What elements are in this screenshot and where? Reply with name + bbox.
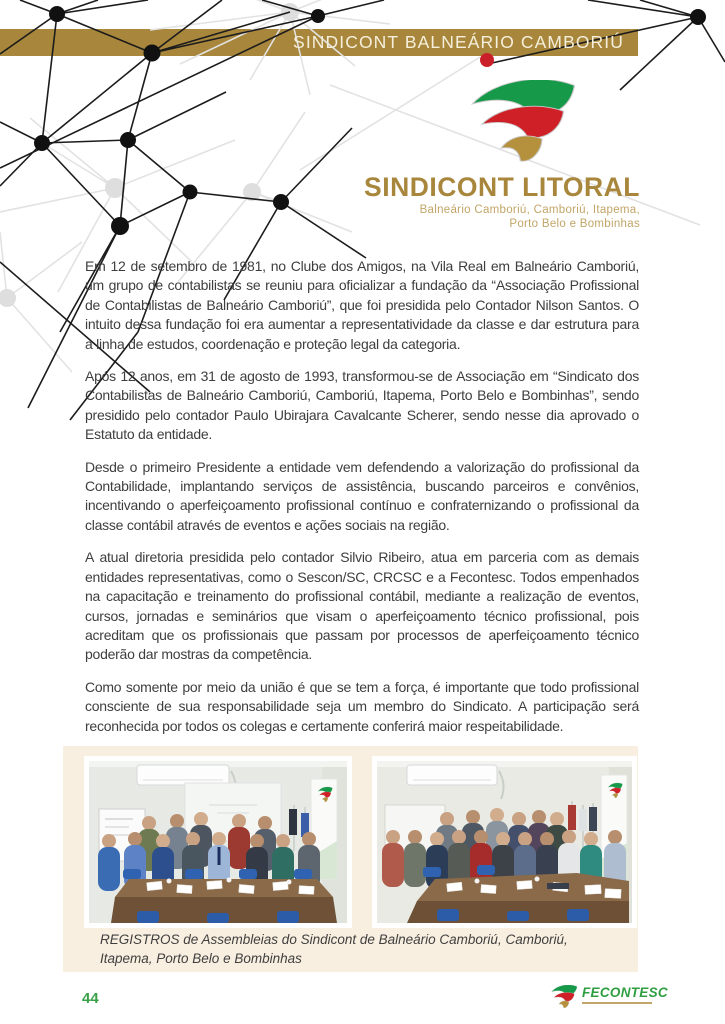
paragraph-2: Após 12 anos, em 31 de agosto de 1993, transformou-se de Associação em “Sindicato dos Contabilistas de Balneário Camboriú, Camboriú, Itapema, Porto Belo e Bombinhas”, sendo presidido pelo contador Paulo Ubirajara Cavalcante Scherer, sendo nesse dia aprovado o Estatuto da entidade. [85, 368, 639, 443]
assembly-photo-left-image [89, 761, 347, 923]
assembly-photo-right [372, 756, 637, 928]
logo-subtitle-line2: Porto Belo e Bombinhas [509, 218, 640, 230]
paragraph-3: Desde o primeiro Presidente a entidade vem defendendo a valorização do profissional da Contabilidade, implantando serviços de assistência, buscando parceiros e convênios, incentivando o aperfeiçoamento profissional contínuo e confraternizando o profissional da classe contábil através de eventos e ações sociais na região. [85, 458, 639, 533]
fecontesc-logo [548, 985, 668, 1011]
paragraph-1: Em 12 de setembro de 1981, no Clube dos Amigos, na Vila Real em Balneário Camboriú, um grupo de contabilistas se reuniu para oficializar a fundação da “Associação Profissional de Contabilistas de Balneário Camboriú”, que foi presidida pelo Contador Nilson Santos. O intuito dessa fundação foi era aumentar a representatividade da classe e dar estrutura para a linha de estudos, coordenação e proteção legal da categoria. [85, 258, 639, 352]
logo-title: SINDICONT LITORAL [364, 172, 640, 202]
assembly-photo-left [84, 756, 352, 928]
logo-subtitle-line1: Balneário Camboriú, Camboriú, Itapema, [419, 204, 640, 216]
page-number: 44 [82, 990, 99, 1007]
fecontesc-tagline-rule [582, 1002, 652, 1004]
assembly-photo-right-image [377, 761, 632, 923]
header-bar [0, 29, 638, 56]
fecontesc-swoosh-icon [548, 985, 578, 1011]
page-header-title: SINDICONT BALNEÁRIO CAMBORIÚ [293, 32, 624, 52]
paragraph-4: A atual diretoria presidida pelo contador Silvio Ribeiro, atua em parceria com as demais entidades representativas, como o Sescon/SC, CRCSC e a Fecontesc. Todos empenhados na capacitação e treinamento do profissional contábil, mediante a realização de eventos, cursos, jornadas e seminários que visam o aperfeiçoamento técnico profissional, pois acreditam que os profissionais que passam por processos de aperfeiçoamento técnico poderão dar mostras da competência. [85, 549, 639, 663]
gallery-caption: REGISTROS de Assembleias do Sindicont de Balneário Camboriú, Camboriú, Itapema, Porto Belo e Bombinhas [100, 932, 568, 967]
paragraph-5: Como somente por meio da união é que se tem a força, é importante que todo profissional consciente de sua responsabilidade seja um membro do Sindicato. A participação será reconhecida por todos os colegas e certamente conferirá maior respeitabilidade. [85, 678, 639, 734]
sindicont-swoosh-icon [458, 80, 578, 172]
photo-gallery-panel [63, 746, 638, 972]
article-body [85, 257, 639, 749]
fecontesc-wordmark: FECONTESC [582, 985, 668, 1000]
